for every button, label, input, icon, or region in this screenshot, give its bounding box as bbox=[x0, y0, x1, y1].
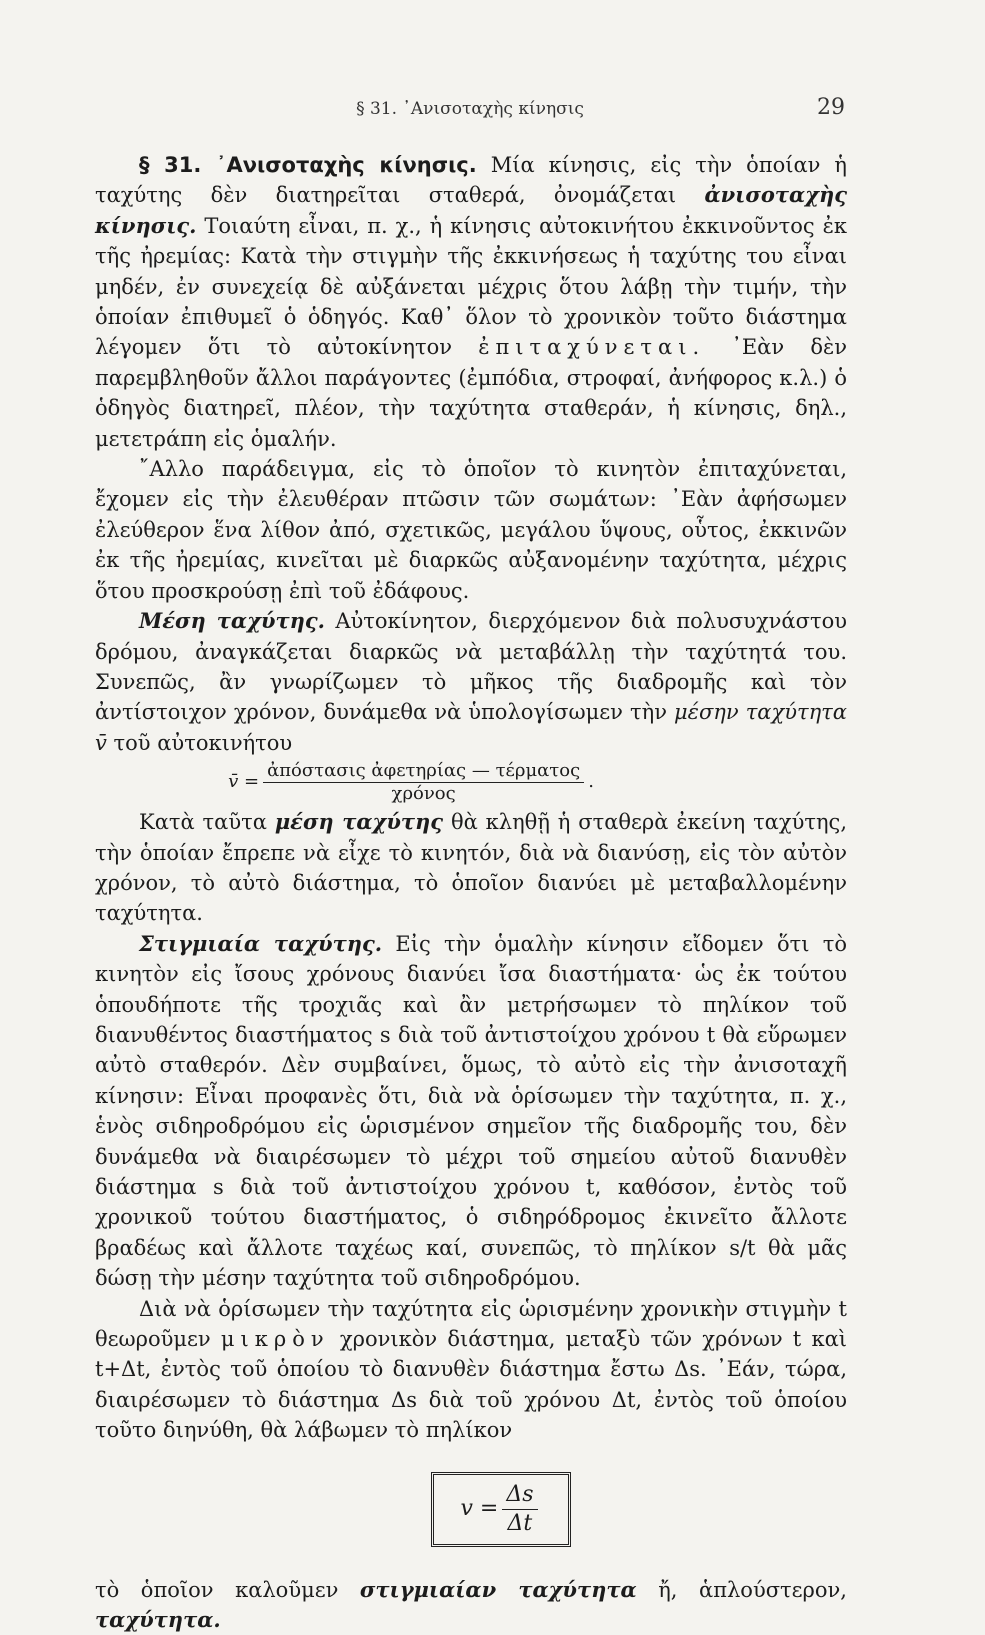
paragraph-text: τὸ ὁποῖον καλοῦμεν bbox=[95, 1577, 360, 1602]
paragraph-text: ἤ, ἁπλούστερον, bbox=[636, 1577, 847, 1602]
formula-instant-speed bbox=[431, 1472, 570, 1547]
formula-lhs: v̄ = bbox=[228, 771, 260, 793]
term-emphasis: μέσην ταχύτητα bbox=[674, 700, 847, 725]
paragraph-text: Εἰς τὴν ὁμαλὴν κίνησιν εἴδομεν ὅτι τὸ κινητὸν εἰς ἴσους χρόνους διανύει ἴσα διαστήματα· ὡς ἐκ τούτου ὁπουδήποτε τῆς τροχιᾶς καὶ ἂν μετρήσωμεν τὸ πηλίκον τοῦ διανυθέντος διαστήματος s διὰ τοῦ ἀντιστοίχου χρόνου t θὰ εὕρωμεν αὐτὸ σταθερόν. Δὲν συμβαίνει, ὅμως, τὸ αὐτὸ εἰς τὴν ἀνισοταχῆ κίνησιν: Εἶναι προφανὲς ὅτι, διὰ νὰ ὁρίσωμεν τὴν ταχύτητα, π. χ., ἑνὸς σιδηροδρόμου εἰς ὡρισμένον σημεῖον τῆς διαδρομῆς του, δὲν δυνάμεθα νὰ διαιρέσωμεν τὸ μέχρι τοῦ σημείου αὐτοῦ διανυθὲν διάστημα s διὰ τοῦ ἀντιστοίχου χρόνου t, καθόσον, ἐντὸς τοῦ χρονικοῦ τούτου διαστήματος, ὁ σιδηρόδρομος ἐκινεῖτο ἄλλοτε βραδέως καὶ ἄλλοτε ταχέως καί, συνεπῶς, τὸ πηλίκον s/t θὰ μᾶς δώσῃ τὴν μέσην ταχύτητα τοῦ σιδηροδρόμου. bbox=[95, 931, 847, 1291]
section-title: § 31. ᾽Ανισοταχὴς κίνησις. bbox=[139, 153, 477, 177]
paragraph-free-fall: ῎Αλλο παράδειγμα, εἰς τὸ ὁποῖον τὸ κινητὸν ἐπιταχύνεται, ἔχομεν εἰς τὴν ἐλευθέραν πτῶσιν τῶν σωμάτων: ᾽Εὰν ἀφήσωμεν ἐλεύθερον ἕνα λίθον ἀπό, σχετικῶς, μεγάλου ὕψους, οὗτος, ἐκκινῶν ἐκ τῆς ἠρεμίας, κινεῖται μὲ διαρκῶς αὐξανομένην ταχύτητα, μέχρις ὅτου προσκρούσῃ ἐπὶ τοῦ ἐδάφους. bbox=[95, 457, 847, 603]
spaced-emphasis: ἐπιταχύνεται. bbox=[478, 335, 706, 360]
formula-instant-speed-wrap bbox=[95, 1472, 847, 1547]
fraction bbox=[263, 760, 584, 805]
page-header bbox=[95, 95, 845, 135]
paragraph-conclusion bbox=[95, 1575, 847, 1635]
paragraph-text: θὰ κληθῇ ἡ σταθερὰ ἐκείνη ταχύτης, τὴν ὁποίαν ἔπρεπε νὰ εἶχε τὸ κινητόν, διὰ νὰ διανύσῃ, εἰς τὸν αὐτὸν χρόνον, τὸ αὐτὸ διάστημα, τὸ ὁποῖον διανύει μὲ μεταβαλλομένην ταχύτητα. bbox=[95, 810, 847, 926]
paragraph-text: Τοιαύτη εἶναι, π. χ., ἡ κίνησις αὐτοκινήτου ἐκκινοῦντος ἐκ τῆς ἠρεμίας: Κατὰ τὴν στιγμὴν τῆς ἐκκινήσεως ἡ ταχύτης του εἶναι μηδέν, ἐν συνεχείᾳ δὲ αὐξάνεται μέχρις ὅτου λάβῃ τὴν τιμήν, τὴν ὁποίαν ἐπιθυμεῖ ὁ ὁδηγός. Καθ᾽ ὅλον τὸ χρονικὸν τοῦτο διάστημα λέγομεν ὅτι τὸ αὐτοκίνητον bbox=[95, 213, 847, 360]
paragraph-text: Διὰ νὰ ὁρίσωμεν τὴν ταχύτητα εἰς ὡρισμένην χρονικὴν στιγμὴν t θεωροῦμεν bbox=[95, 1296, 847, 1352]
paragraph-limit bbox=[95, 1294, 847, 1446]
paragraph-text: ᾽Εὰν δὲν παρεμβληθοῦν ἄλλοι παράγοντες (ἐμπόδια, στροφαί, ἀνήφορος κ.λ.) ὁ ὁδηγὸς διατηρεῖ, πλέον, τὴν ταχύτητα σταθεράν, ἡ κίνησις, δηλ., μετετράπη εἰς ὁμαλήν. bbox=[95, 335, 847, 451]
term-emphasis: στιγμιαίαν ταχύτητα bbox=[359, 1576, 637, 1602]
fraction-numerator: Δs bbox=[502, 1481, 537, 1510]
paragraph-text: χρονικὸν διάστημα, μεταξὺ τῶν χρόνων t καὶ t+Δt, ἐντὸς τοῦ ὁποίου τὸ διανυθὲν διάστημα ἔστω Δs. ᾽Εάν, τώρα, διαιρέσωμεν τὸ διάστημα Δs διὰ τοῦ χρόνου Δt, ἐντὸς τοῦ ὁποίου τοῦτο διηνύθη, θὰ λάβωμεν τὸ πηλίκον bbox=[95, 1327, 847, 1443]
paragraph-text: Κατὰ ταῦτα bbox=[139, 810, 275, 835]
paragraph-mean-speed bbox=[95, 606, 847, 758]
variable-symbol: v̄ bbox=[95, 730, 107, 755]
formula-end: . bbox=[588, 771, 594, 793]
fraction-numerator: ἀπόστασις ἀφετηρίας — τέρματος bbox=[263, 760, 584, 783]
paragraph-instant-speed bbox=[95, 929, 847, 1294]
paragraph-mean-speed-definition bbox=[95, 807, 847, 929]
paragraph-text: τοῦ αὐτοκινήτου bbox=[106, 730, 293, 755]
fraction-denominator: χρόνος bbox=[391, 783, 456, 805]
paragraph-text: Μία κίνησις, εἰς τὴν ὁποίαν ἡ ταχύτης δὲν διατηρεῖται σταθερά, ὀνομάζεται bbox=[95, 153, 848, 208]
term-emphasis: ταχύτητα. bbox=[95, 1607, 221, 1633]
subheading-mean-speed: Μέση ταχύτης. bbox=[139, 608, 325, 634]
formula-mean-speed bbox=[95, 760, 847, 805]
fraction-denominator: Δt bbox=[507, 1510, 533, 1536]
page-number: 29 bbox=[817, 95, 845, 120]
page-body bbox=[95, 150, 847, 1635]
term-emphasis: ἀνισοταχὴς κίνησις. bbox=[95, 182, 847, 238]
running-head: § 31. ᾽Ανισοταχὴς κίνησις bbox=[356, 99, 584, 119]
fraction bbox=[502, 1481, 537, 1538]
term-emphasis: μέση ταχύτης bbox=[274, 809, 444, 835]
paragraph-definition bbox=[95, 150, 847, 454]
subheading-instant-speed: Στιγμιαία ταχύτης. bbox=[139, 930, 383, 956]
formula-lhs: v = bbox=[460, 1495, 499, 1521]
spaced-emphasis: μικρὸν bbox=[220, 1327, 330, 1352]
paragraph-text: Αὐτοκίνητον, διερχόμενον διὰ πολυσυχνάστου δρόμου, ἀναγκάζεται διαρκῶς νὰ μεταβάλλῃ τὴν ταχύτητά του. Συνεπῶς, ἂν γνωρίζωμεν τὸ μῆκος τῆς διαδρομῆς καὶ τὸν ἀντίστοιχον χρόνον, δυνάμεθα νὰ ὑπολογίσωμεν τὴν bbox=[95, 609, 847, 725]
